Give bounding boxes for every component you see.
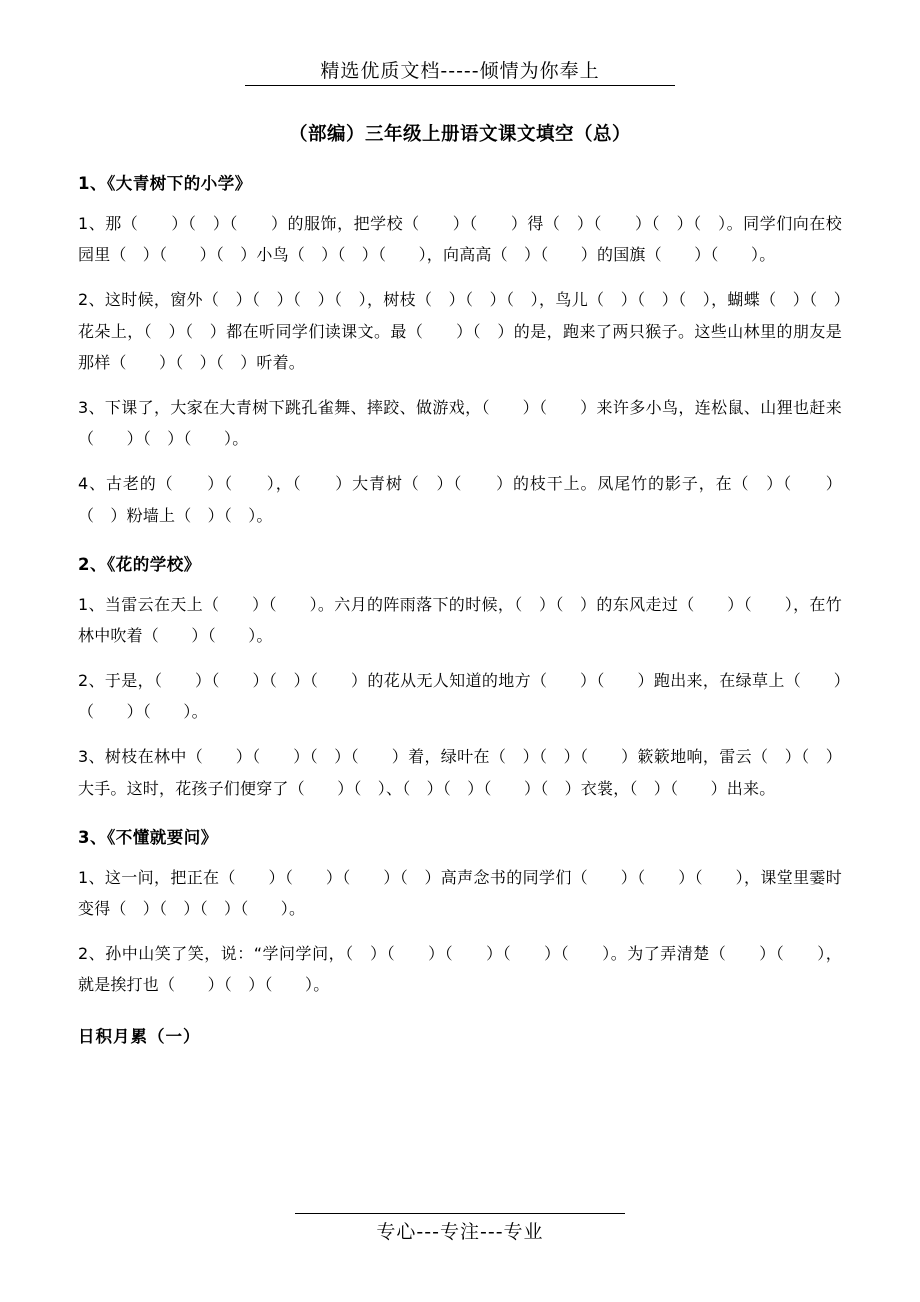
footer-banner-text: 专心---专注---专业 xyxy=(295,1213,625,1244)
paragraph: 1、当雷云在天上（ ）（ ）。六月的阵雨落下的时候，（ ）（ ）的东风走过（ ）（ ），在竹林中吹着（ ）（ ）。 xyxy=(78,594,842,645)
page-title: （部编）三年级上册语文课文填空（总） xyxy=(288,124,631,145)
paragraph: 2、于是，（ ）（ ）（ ）（ ）的花从无人知道的地方（ ）（ ）跑出来，在绿草上（ ）（ ）（ ）。 xyxy=(78,671,842,722)
paragraph: 3、树枝在林中（ ）（ ）（ ）（ ）着，绿叶在（ ）（ ）（ ）簌簌地响，雷云（ ）（ ）大手。这时，花孩子们便穿了（ ）（ ）、（ ）（ ）（ ）（ ）衣裳，（ ）（ ）出来。 xyxy=(78,747,842,798)
header-banner: 精选优质文档-----倾情为你奉上 xyxy=(245,56,675,86)
section-2 xyxy=(78,551,842,804)
section-heading: 3、《不懂就要问》 xyxy=(78,827,218,847)
section-3 xyxy=(78,824,842,1001)
section-heading: 2、《花的学校》 xyxy=(78,554,201,574)
paragraph: 1、那（ ）（ ）（ ）的服饰，把学校（ ）（ ）得（ ）（ ）（ ）（ ）。同学们向在校园里（ ）（ ）（ ）小鸟（ ）（ ）（ ），向高高（ ）（ ）的国旗（ ）（ ）。 xyxy=(78,214,842,265)
paragraph: 2、这时候，窗外（ ）（ ）（ ）（ ），树枝（ ）（ ）（ ），鸟儿（ ）（ ）（ ），蝴蝶（ ）（ ）花朵上，（ ）（ ）都在听同学们读课文。最（ ）（ ）的是，跑来了两只猴子。这些山林里的朋友是那样（ ）（ ）（ ）听着。 xyxy=(78,290,842,372)
paragraph: 3、下课了，大家在大青树下跳孔雀舞、摔跤、做游戏，（ ）（ ）来许多小鸟，连松鼠、山狸也赶来（ ）（ ）（ ）。 xyxy=(78,397,842,449)
footer-banner xyxy=(0,1213,920,1244)
section-heading: 1、《大青树下的小学》 xyxy=(78,174,252,193)
paragraph: 1、这一问，把正在（ ）（ ）（ ）（ ）高声念书的同学们（ ）（ ）（ ），课堂里霎时变得（ ）（ ）（ ）（ ）。 xyxy=(78,867,842,918)
sub-heading-daily-accumulation: 日积月累（一） xyxy=(78,1026,201,1046)
paragraph: 4、古老的（ ）（ ），（ ）大青树（ ）（ ）的枝干上。凤尾竹的影子，在（ ）（ ）（ ）粉墙上（ ）（ ）。 xyxy=(78,474,842,525)
section-1 xyxy=(78,170,842,531)
paragraph: 2、孙中山笑了笑，说：“学问学问，（ ）（ ）（ ）（ ）（ ）。为了弄清楚（ ）（ ），就是挨打也（ ）（ ）（ ）。 xyxy=(78,944,842,995)
